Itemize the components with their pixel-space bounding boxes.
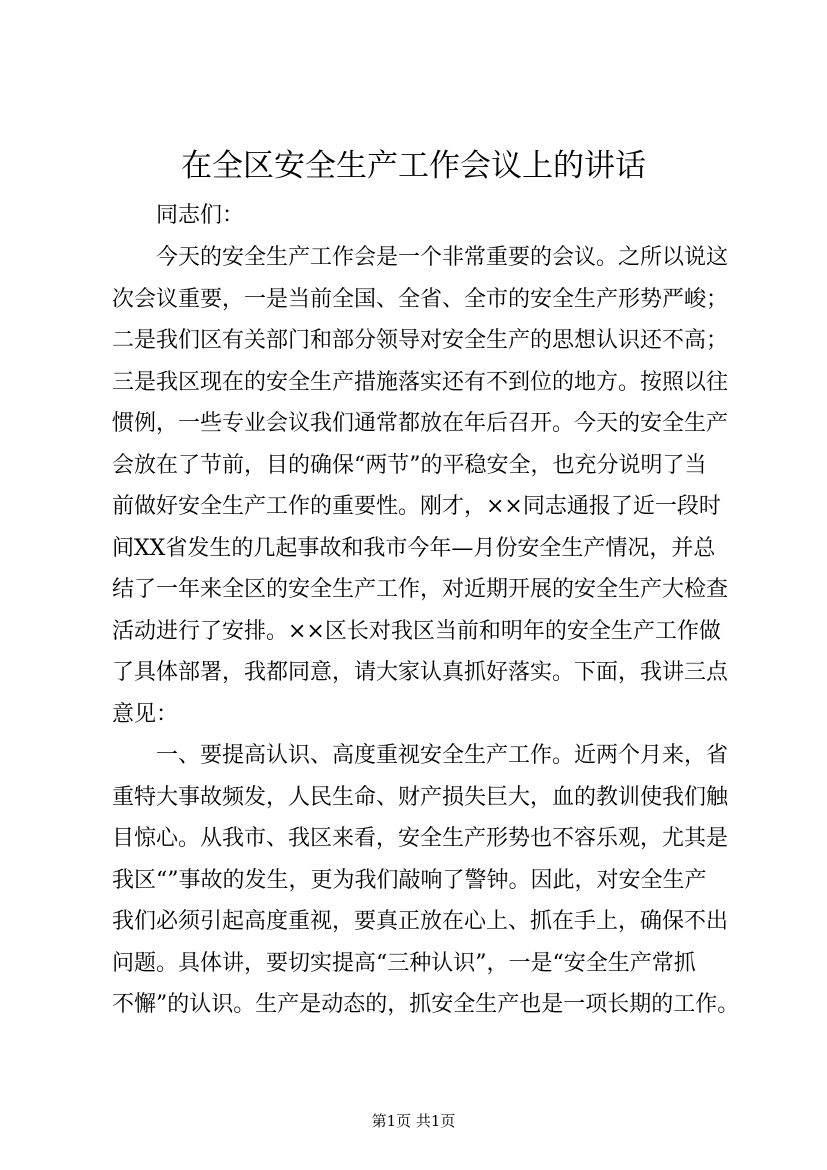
body-line: 三是我区现在的安全生产措施落实还有不到位的地方。按照以往 xyxy=(112,370,729,395)
body-line: 不懈”的认识。生产是动态的，抓安全生产也是一项长期的工作。 xyxy=(112,992,740,1017)
body-line: 结了一年来全区的安全生产工作，对近期开展的安全生产大检查 xyxy=(112,577,729,602)
body-line: 会放在了节前，目的确保“两节”的平稳安全，也充分说明了当 xyxy=(112,453,707,478)
body-line: 前做好安全生产工作的重要性。刚才，××同志通报了近一段时 xyxy=(112,494,721,519)
body-line: 活动进行了安排。××区长对我区当前和明年的安全生产工作做 xyxy=(112,619,721,644)
body-line: 间XX省发生的几起事故和我市今年—月份安全生产情况，并总 xyxy=(112,536,716,561)
page-footer: 第1页 共1页 xyxy=(371,1112,456,1130)
body-line: 二是我们区有关部门和部分领导对安全生产的思想认识还不高； xyxy=(112,328,729,353)
body-line: 今天的安全生产工作会是一个非常重要的会议。之所以说这 xyxy=(156,245,729,270)
body-line: 了具体部署，我都同意，请大家认真抓好落实。下面，我讲三点 xyxy=(112,660,729,685)
section-heading-line: 一、要提高认识、高度重视安全生产工作。近两个月来，省 xyxy=(156,743,729,768)
salutation-line: 同志们： xyxy=(156,203,245,228)
body-line: 问题。具体讲，要切实提高“三种认识”，一是“安全生产常抓 xyxy=(112,951,696,976)
body-line: 惯例，一些专业会议我们通常都放在年后召开。今天的安全生产 xyxy=(112,411,729,436)
body-line: 重特大事故频发，人民生命、财产损失巨大，血的教训使我们触 xyxy=(112,785,729,810)
body-line: 意见： xyxy=(112,702,179,727)
body-line: 我区“”事故的发生，更为我们敲响了警钟。因此，对安全生产 xyxy=(112,868,707,893)
body-line: 目惊心。从我市、我区来看，安全生产形势也不容乐观，尤其是 xyxy=(112,826,729,851)
body-line: 次会议重要，一是当前全国、全省、全市的安全生产形势严峻； xyxy=(112,287,729,312)
body-line: 我们必须引起高度重视，要真正放在心上、抓在手上，确保不出 xyxy=(112,909,729,934)
document-title: 在全区安全生产工作会议上的讲话 xyxy=(181,148,646,184)
